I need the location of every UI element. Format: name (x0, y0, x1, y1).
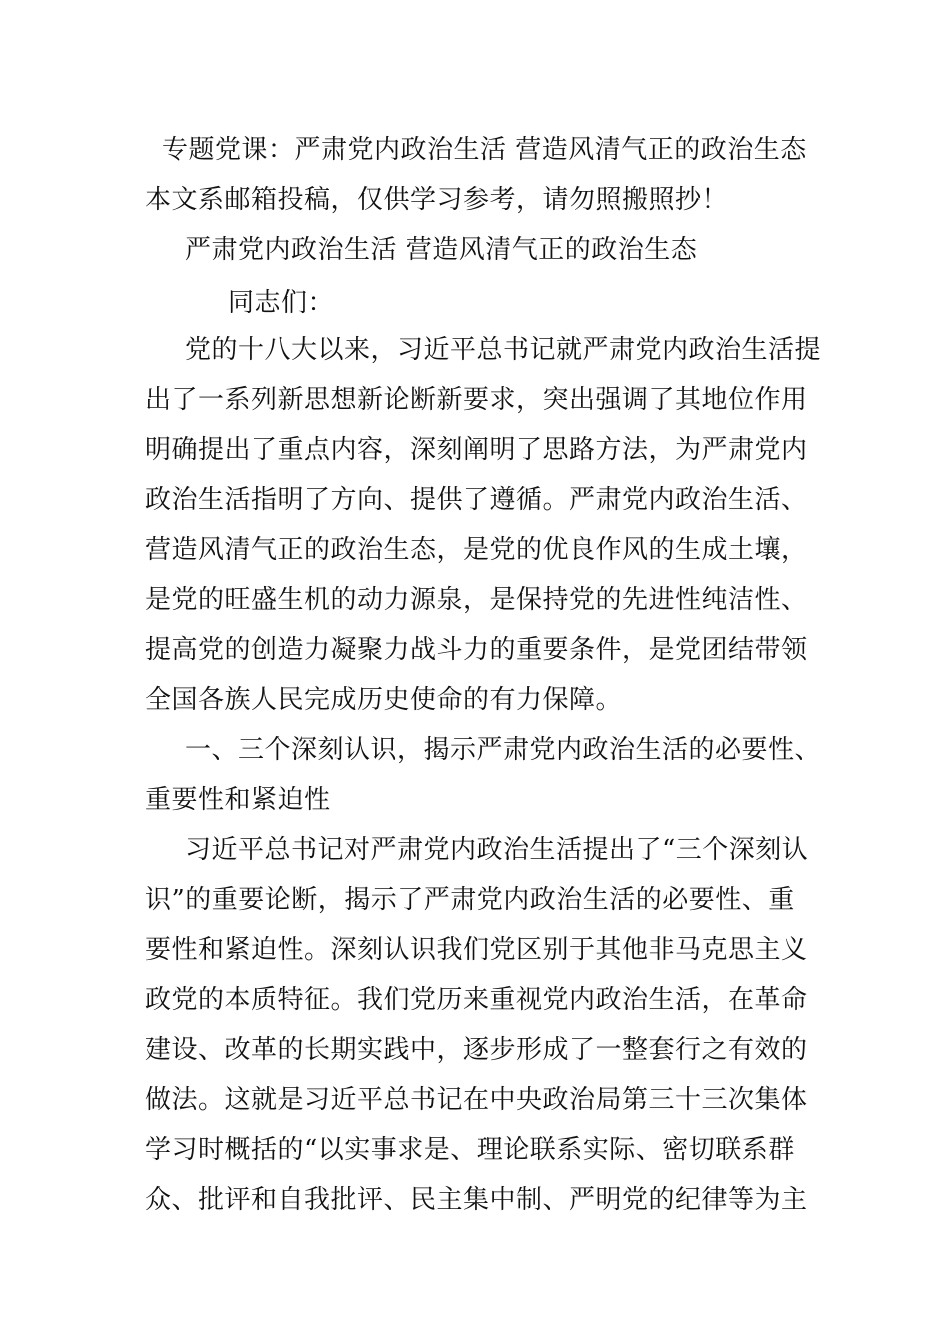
paragraph-line: 党的十八大以来，习近平总书记就严肃党内政治生活提 (185, 335, 822, 365)
paragraph-line: 众、批评和自我批评、民主集中制、严明党的纪律等为主 (145, 1185, 808, 1215)
paragraph-line: 出了一系列新思想新论断新要求，突出强调了其地位作用 (145, 385, 808, 415)
paragraph-line: 识”的重要论断，揭示了严肃党内政治生活的必要性、重 (145, 885, 795, 915)
paragraph-line: 明确提出了重点内容，深刻阐明了思路方法，为严肃党内 (145, 435, 808, 465)
paragraph-line: 提高党的创造力凝聚力战斗力的重要条件，是党团结带领 (145, 635, 808, 665)
paragraph-line: 做法。这就是习近平总书记在中央政治局第三十三次集体 (145, 1085, 808, 1115)
paragraph-line: 政党的本质特征。我们党历来重视党内政治生活，在革命 (145, 985, 808, 1015)
section-heading-line: 一、三个深刻认识，揭示严肃党内政治生活的必要性、 (185, 735, 822, 765)
paragraph-line: 学习时概括的“以实事求是、理论联系实际、密切联系群 (145, 1135, 795, 1165)
section-heading-line: 重要性和紧迫性 (145, 785, 331, 815)
paragraph-line: 政治生活指明了方向、提供了遵循。严肃党内政治生活、 (145, 485, 808, 515)
paragraph-line: 营造风清气正的政治生态，是党的优良作风的生成土壤， (145, 535, 808, 565)
document-header-title: 专题党课：严肃党内政治生活 营造风清气正的政治生态 (162, 135, 807, 165)
paragraph-line: 全国各族人民完成历史使命的有力保障。 (145, 685, 623, 715)
paragraph-line: 是党的旺盛生机的动力源泉，是保持党的先进性纯洁性、 (145, 585, 808, 615)
paragraph-line: 建设、改革的长期实践中，逐步形成了一整套行之有效的 (145, 1035, 808, 1065)
paragraph-line: 要性和紧迫性。深刻认识我们党区别于其他非马克思主义 (145, 935, 808, 965)
paragraph-line: 习近平总书记对严肃党内政治生活提出了“三个深刻认 (185, 835, 809, 865)
document-subtitle: 严肃党内政治生活 营造风清气正的政治生态 (185, 235, 698, 265)
salutation: 同志们： (228, 288, 335, 318)
notice-text: 本文系邮箱投稿，仅供学习参考，请勿照搬照抄！ (145, 185, 729, 215)
